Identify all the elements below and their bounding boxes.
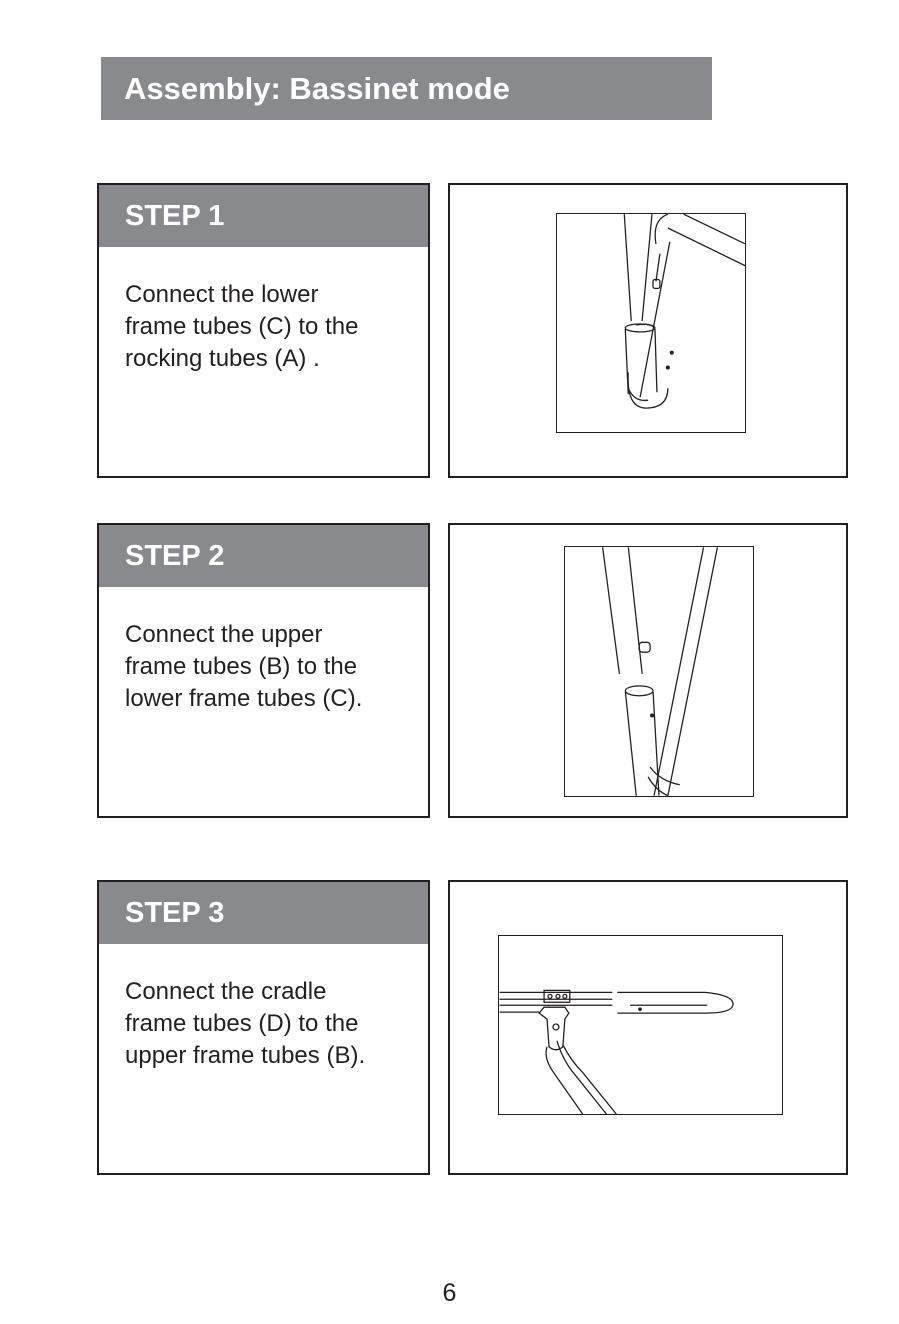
page-number: 6: [442, 1279, 457, 1307]
step-1-line-3: rocking tubes (A) .: [125, 345, 320, 372]
upper-to-lower-tube-diagram: [565, 547, 753, 796]
step-1-heading: STEP 1: [99, 185, 428, 247]
lower-to-rocking-tube-diagram: [557, 214, 745, 432]
step-2-figure-card: [448, 523, 848, 818]
step-2-line-2: frame tubes (B) to the: [125, 653, 358, 680]
step-3-heading: STEP 3: [99, 882, 428, 944]
step-2-heading: STEP 2: [99, 525, 428, 587]
step-2-card: [97, 523, 430, 818]
step-1-card: [97, 183, 430, 478]
step-3-line-2: frame tubes (D) to the: [125, 1010, 359, 1037]
step-1-line-1: Connect the lower: [125, 281, 319, 308]
step-3-instructions: [99, 944, 428, 1072]
step-1-illustration: [556, 213, 746, 433]
step-1-instructions: [99, 247, 428, 375]
step-3-card: [97, 880, 430, 1175]
step-2-illustration: [564, 546, 754, 797]
step-3-figure-card: [448, 880, 848, 1175]
page-title: Assembly: Bassinet mode: [124, 71, 510, 106]
step-1-line-2: frame tubes (C) to the: [125, 313, 359, 340]
step-3-illustration: [498, 935, 783, 1115]
step-1-figure-card: [448, 183, 848, 478]
section-title-bar: [101, 57, 712, 120]
step-2-line-3: lower frame tubes (C).: [125, 685, 363, 712]
step-2-line-1: Connect the upper: [125, 621, 323, 648]
cradle-to-upper-tube-diagram: [499, 936, 782, 1114]
step-3-line-3: upper frame tubes (B).: [125, 1042, 366, 1069]
step-2-instructions: [99, 587, 428, 715]
step-3-line-1: Connect the cradle: [125, 978, 327, 1005]
